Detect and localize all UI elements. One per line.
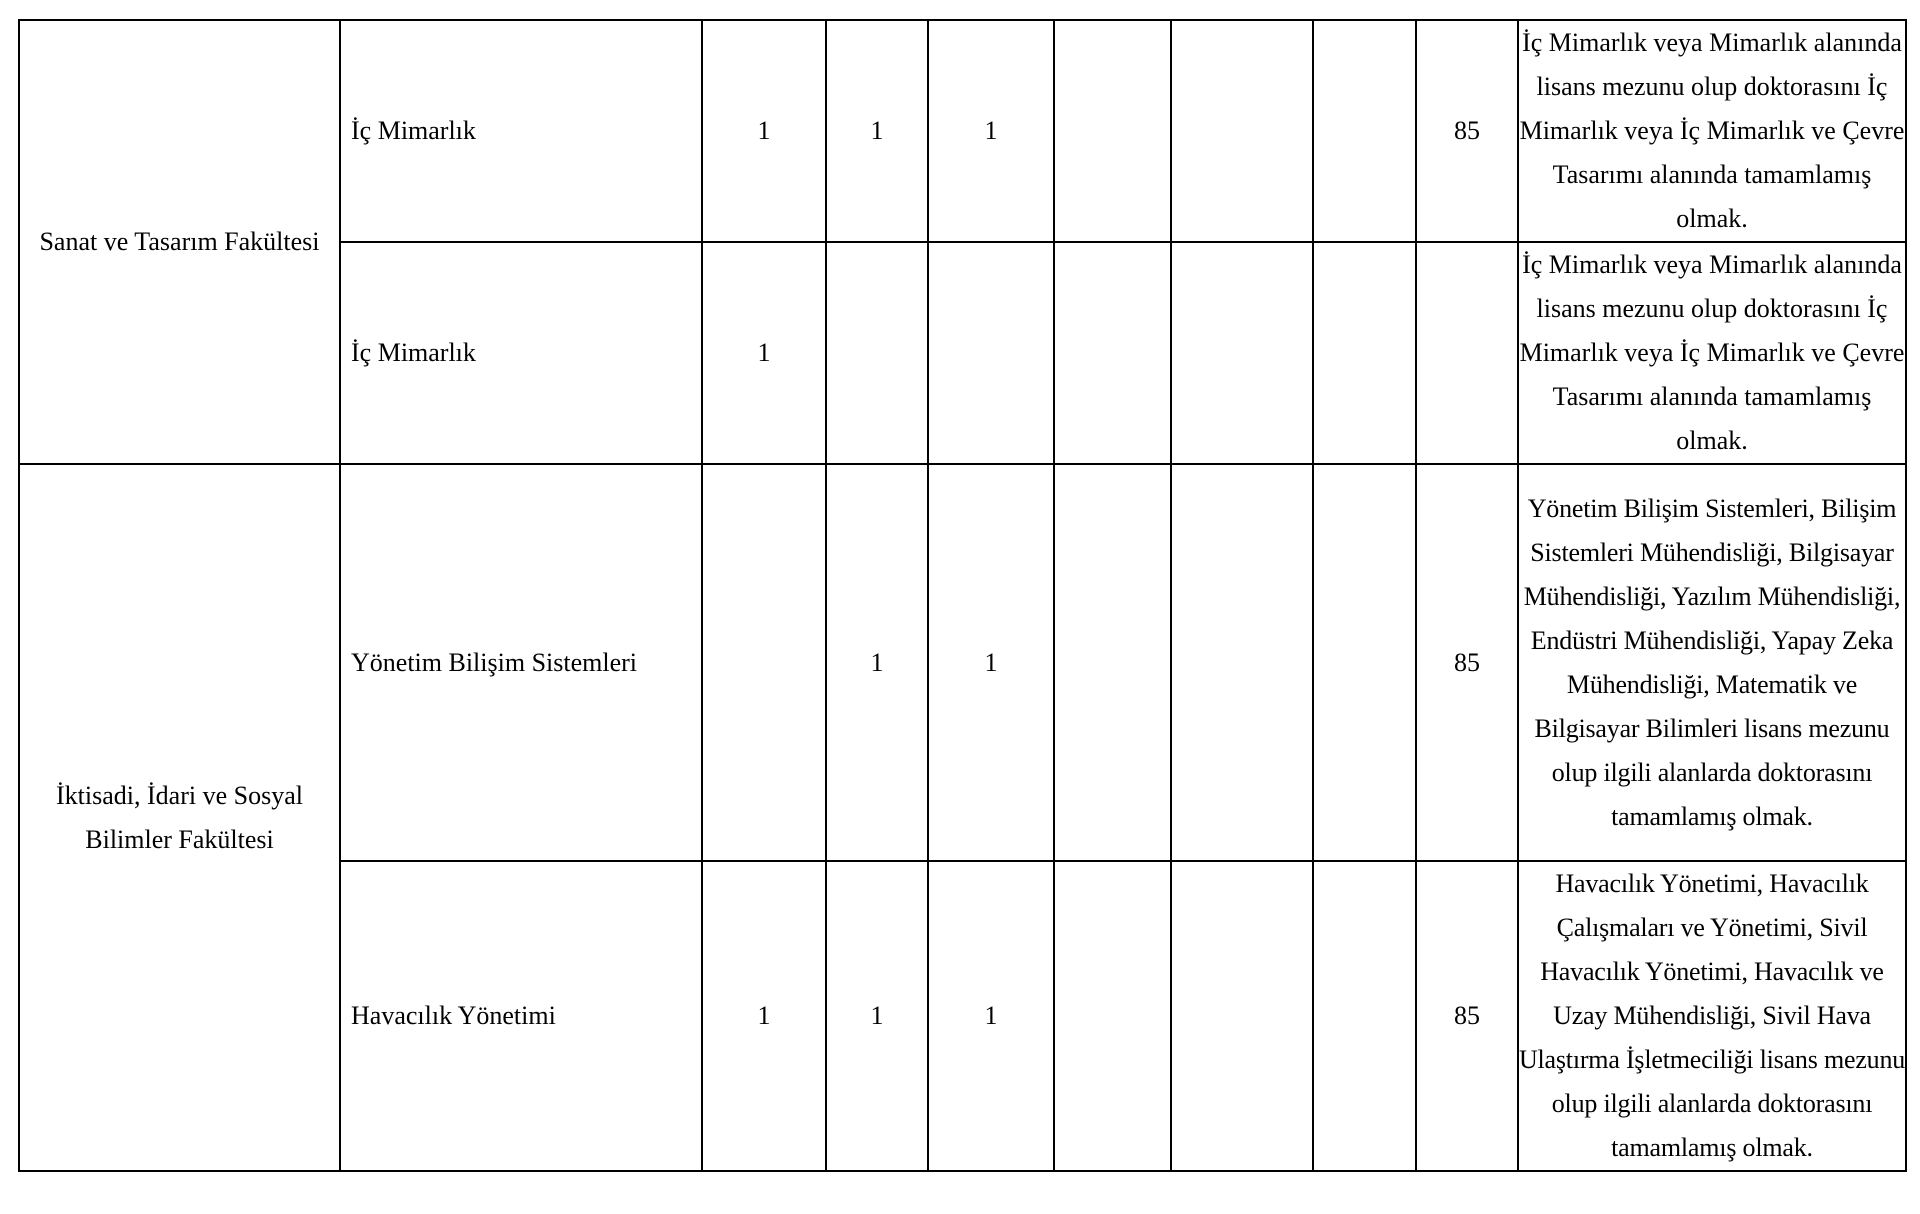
requirement-text: İç Mimarlık veya Mimarlık alanında lisans mezunu olup doktorasını İç Mimarlık veya İç Mimarlık ve Çevre Tasarımı alanında tamamlamış olmak. bbox=[1519, 28, 1905, 233]
faculty-cell bbox=[19, 20, 340, 464]
program-name: İç Mimarlık bbox=[351, 116, 476, 145]
program-name: İç Mimarlık bbox=[351, 338, 476, 367]
requirement-text: Yönetim Bilişim Sistemleri, Bilişim Sistemleri Mühendisliği, Bilgisayar Mühendisliği, Yazılım Mühendisliği, Endüstri Mühendisliği, Yapay Zeka Mühendisliği, Matematik ve Bilgisayar Bilimleri lisans mezunu olup ilgili alanlarda doktorasını tamamlamış olmak. bbox=[1523, 493, 1901, 831]
count-cell-2: 1 bbox=[826, 20, 928, 242]
table-row bbox=[19, 20, 1906, 242]
count-cell-4 bbox=[1054, 20, 1171, 242]
count-cell-6 bbox=[1313, 242, 1416, 464]
requirement-cell bbox=[1518, 464, 1906, 861]
score-cell: 85 bbox=[1416, 861, 1518, 1171]
faculty-cell bbox=[19, 464, 340, 1171]
table-row bbox=[19, 464, 1906, 861]
count-cell-5 bbox=[1171, 20, 1313, 242]
count-cell-4 bbox=[1054, 242, 1171, 464]
count-cell-3: 1 bbox=[928, 861, 1054, 1171]
program-cell bbox=[340, 861, 702, 1171]
requirement-cell bbox=[1518, 861, 1906, 1171]
count-cell-6 bbox=[1313, 861, 1416, 1171]
count-cell-5 bbox=[1171, 861, 1313, 1171]
count-cell-5 bbox=[1171, 464, 1313, 861]
count-cell-4 bbox=[1054, 861, 1171, 1171]
count-cell-6 bbox=[1313, 464, 1416, 861]
program-name: Havacılık Yönetimi bbox=[351, 1001, 556, 1030]
position-table bbox=[18, 19, 1907, 1172]
count-cell-1 bbox=[702, 464, 826, 861]
score-cell bbox=[1416, 242, 1518, 464]
faculty-name: İktisadi, İdari ve Sosyal Bilimler Fakültesi bbox=[56, 780, 303, 854]
requirement-cell bbox=[1518, 20, 1906, 242]
count-cell-4 bbox=[1054, 464, 1171, 861]
count-cell-2: 1 bbox=[826, 861, 928, 1171]
count-cell-2: 1 bbox=[826, 464, 928, 861]
count-cell-1: 1 bbox=[702, 861, 826, 1171]
score-cell: 85 bbox=[1416, 20, 1518, 242]
program-cell bbox=[340, 242, 702, 464]
count-cell-1: 1 bbox=[702, 242, 826, 464]
count-cell-2 bbox=[826, 242, 928, 464]
requirement-text: İç Mimarlık veya Mimarlık alanında lisans mezunu olup doktorasını İç Mimarlık veya İç Mimarlık ve Çevre Tasarımı alanında tamamlamış olmak. bbox=[1519, 250, 1905, 455]
faculty-name: Sanat ve Tasarım Fakültesi bbox=[39, 227, 320, 256]
score-cell: 85 bbox=[1416, 464, 1518, 861]
count-cell-1: 1 bbox=[702, 20, 826, 242]
count-cell-5 bbox=[1171, 242, 1313, 464]
count-cell-3: 1 bbox=[928, 464, 1054, 861]
program-cell bbox=[340, 20, 702, 242]
program-cell bbox=[340, 464, 702, 861]
count-cell-6 bbox=[1313, 20, 1416, 242]
count-cell-3 bbox=[928, 242, 1054, 464]
program-name: Yönetim Bilişim Sistemleri bbox=[351, 647, 637, 677]
requirement-cell bbox=[1518, 242, 1906, 464]
requirement-text: Havacılık Yönetimi, Havacılık Çalışmaları ve Yönetimi, Sivil Havacılık Yönetimi, Havacılık ve Uzay Mühendisliği, Sivil Hava Ulaştırma İşletmeciliği lisans mezunu olup ilgili alanlarda doktorasını tamamlamış olmak. bbox=[1518, 869, 1906, 1162]
count-cell-3: 1 bbox=[928, 20, 1054, 242]
